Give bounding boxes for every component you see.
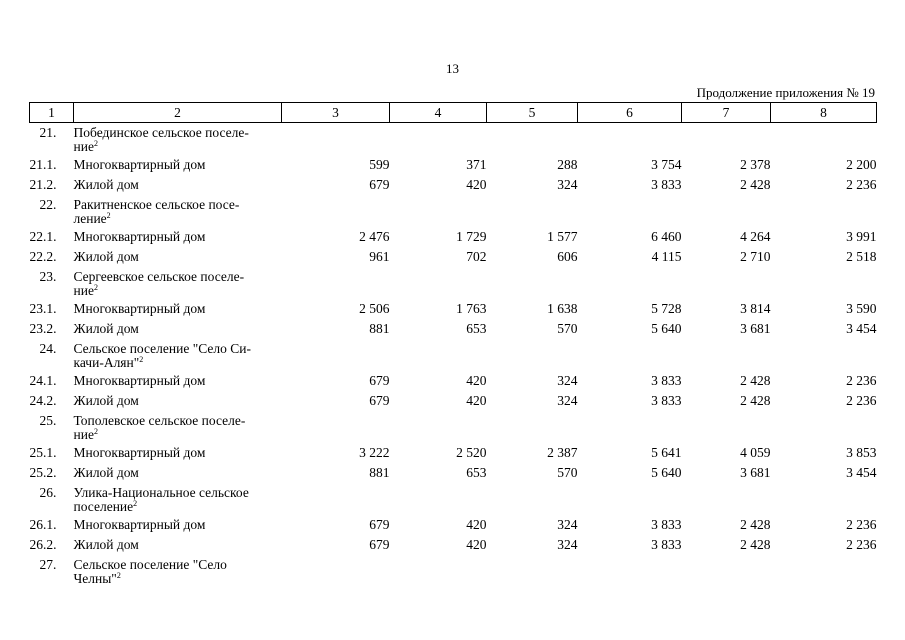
value-cell-col7: 2 710	[740, 249, 771, 264]
row-number: 22.1.	[29, 229, 57, 244]
value-cell-col6: 3 754	[651, 157, 682, 172]
settlement-name-line2: качи-Алян"	[73, 355, 140, 370]
value-cell-col7: 4 264	[740, 229, 771, 244]
value-cell-col8: 3 590	[846, 301, 877, 316]
empty-cell	[487, 123, 578, 156]
footnote-marker: 2	[106, 211, 111, 220]
value-cell-col5: 324	[557, 393, 578, 408]
value-cell-col6: 3 833	[651, 393, 682, 408]
empty-cell	[682, 411, 771, 443]
value-cell-col5: 324	[557, 537, 578, 552]
empty-cell	[682, 267, 771, 299]
empty-cell	[390, 411, 487, 443]
value-cell-col4: 420	[466, 177, 487, 192]
housing-type: Жилой дом	[73, 393, 139, 408]
value-cell-col5: 570	[557, 321, 578, 336]
value-cell-col3: 679	[369, 517, 390, 532]
empty-cell	[390, 267, 487, 299]
value-cell-col4: 653	[466, 465, 487, 480]
row-number: 24.1.	[29, 373, 57, 388]
empty-cell	[282, 339, 390, 371]
footnote-marker: 2	[93, 283, 98, 292]
table-row	[30, 319, 877, 339]
value-cell-col3: 679	[369, 177, 390, 192]
table-row	[30, 155, 877, 175]
value-cell-col5: 324	[557, 373, 578, 388]
value-cell-col8: 2 236	[846, 537, 877, 552]
settlement-name-line1: Сельское поселение "Село Си-	[73, 341, 251, 356]
value-cell-col4: 371	[466, 157, 487, 172]
value-cell-col4: 420	[466, 537, 487, 552]
empty-cell	[682, 339, 771, 371]
empty-cell	[390, 123, 487, 156]
settlement-name-line2: поселение	[73, 499, 134, 514]
table-row	[30, 391, 877, 411]
value-cell-col5: 288	[557, 157, 578, 172]
empty-cell	[390, 339, 487, 371]
empty-cell	[390, 555, 487, 587]
value-cell-col4: 653	[466, 321, 487, 336]
row-number: 22.2.	[29, 249, 57, 264]
settlement-name-line2: ление	[73, 211, 107, 226]
row-number: 21.2.	[29, 177, 57, 192]
value-cell-col6: 5 640	[651, 321, 682, 336]
value-cell-col8: 3 853	[846, 445, 877, 460]
table-row	[30, 299, 877, 319]
housing-type: Многоквартирный дом	[73, 373, 206, 388]
row-number: 25.2.	[29, 465, 57, 480]
value-cell-col7: 2 428	[740, 517, 771, 532]
column-header: 8	[771, 103, 877, 123]
settlement-name	[74, 483, 282, 515]
settlement-name	[74, 411, 282, 443]
column-header: 4	[390, 103, 487, 123]
value-cell-col7: 3 681	[740, 321, 771, 336]
value-cell-col8: 2 236	[846, 393, 877, 408]
value-cell-col6: 5 640	[651, 465, 682, 480]
value-cell-col5: 324	[557, 177, 578, 192]
row-number: 24.2.	[29, 393, 57, 408]
row-number: 21.1.	[29, 157, 57, 172]
page-number: 13	[446, 61, 459, 76]
value-cell-col8: 2 236	[846, 517, 877, 532]
value-cell-col4: 1 763	[456, 301, 487, 316]
empty-cell	[487, 555, 578, 587]
settlement-row	[30, 195, 877, 227]
table-row	[30, 535, 877, 555]
table-row	[30, 463, 877, 483]
empty-cell	[487, 267, 578, 299]
value-cell-col3: 3 222	[359, 445, 390, 460]
value-cell-col5: 606	[557, 249, 578, 264]
empty-cell	[578, 483, 682, 515]
value-cell-col3: 679	[369, 393, 390, 408]
row-number: 21.	[39, 125, 57, 140]
table-row	[30, 443, 877, 463]
column-header: 6	[578, 103, 682, 123]
housing-type: Многоквартирный дом	[73, 301, 206, 316]
value-cell-col3: 961	[369, 249, 390, 264]
table-row	[30, 371, 877, 391]
settlement-name	[74, 339, 282, 371]
value-cell-col4: 1 729	[456, 229, 487, 244]
settlement-name-line1: Улика-Национальное сельское	[73, 485, 249, 500]
value-cell-col6: 3 833	[651, 517, 682, 532]
row-number: 23.2.	[29, 321, 57, 336]
value-cell-col4: 702	[466, 249, 487, 264]
value-cell-col8: 2 236	[846, 373, 877, 388]
settlement-name	[74, 195, 282, 227]
value-cell-col3: 679	[369, 537, 390, 552]
row-number: 26.2.	[29, 537, 57, 552]
value-cell-col3: 881	[369, 321, 390, 336]
empty-cell	[282, 483, 390, 515]
settlement-row	[30, 411, 877, 443]
settlement-row	[30, 555, 877, 587]
value-cell-col8: 3 454	[846, 465, 877, 480]
settlement-name-line1: Побединское сельское поселе-	[73, 125, 249, 140]
column-header: 7	[682, 103, 771, 123]
value-cell-col7: 3 814	[740, 301, 771, 316]
empty-cell	[578, 195, 682, 227]
row-number: 24.	[39, 341, 57, 356]
empty-cell	[771, 123, 877, 156]
footnote-marker: 2	[139, 355, 144, 364]
empty-cell	[282, 267, 390, 299]
settlement-name	[74, 123, 282, 156]
value-cell-col4: 420	[466, 393, 487, 408]
empty-cell	[578, 123, 682, 156]
value-cell-col8: 3 454	[846, 321, 877, 336]
value-cell-col5: 1 638	[547, 301, 578, 316]
empty-cell	[282, 555, 390, 587]
value-cell-col8: 2 236	[846, 177, 877, 192]
empty-cell	[487, 339, 578, 371]
housing-type: Жилой дом	[73, 537, 139, 552]
footnote-marker: 2	[116, 571, 121, 580]
settlement-row	[30, 123, 877, 156]
value-cell-col3: 679	[369, 373, 390, 388]
column-header: 1	[30, 103, 74, 123]
empty-cell	[487, 195, 578, 227]
settlement-row	[30, 339, 877, 371]
empty-cell	[682, 195, 771, 227]
housing-type: Жилой дом	[73, 321, 139, 336]
empty-cell	[771, 555, 877, 587]
empty-cell	[682, 483, 771, 515]
column-header: 5	[487, 103, 578, 123]
value-cell-col5: 324	[557, 517, 578, 532]
row-number: 26.1.	[29, 517, 57, 532]
row-number: 25.1.	[29, 445, 57, 460]
settlement-name-line2: Челны"	[73, 571, 117, 586]
empty-cell	[282, 411, 390, 443]
value-cell-col8: 2 518	[846, 249, 877, 264]
tariff-table	[29, 102, 877, 587]
value-cell-col6: 3 833	[651, 373, 682, 388]
value-cell-col3: 2 476	[359, 229, 390, 244]
column-header: 2	[74, 103, 282, 123]
value-cell-col7: 2 428	[740, 373, 771, 388]
settlement-name-line2: ние	[73, 427, 94, 442]
settlement-name-line2: ние	[73, 139, 94, 154]
value-cell-col4: 420	[466, 373, 487, 388]
table-header-row	[30, 103, 877, 123]
value-cell-col3: 2 506	[359, 301, 390, 316]
value-cell-col6: 3 833	[651, 537, 682, 552]
settlement-name-line1: Сергеевское сельское поселе-	[73, 269, 245, 284]
empty-cell	[282, 195, 390, 227]
empty-cell	[771, 339, 877, 371]
value-cell-col4: 2 520	[456, 445, 487, 460]
row-number: 26.	[39, 485, 57, 500]
column-header: 3	[282, 103, 390, 123]
value-cell-col5: 1 577	[547, 229, 578, 244]
housing-type: Жилой дом	[73, 177, 139, 192]
settlement-name-line1: Сельское поселение "Село	[73, 557, 227, 572]
row-number: 22.	[39, 197, 57, 212]
value-cell-col8: 3 991	[846, 229, 877, 244]
value-cell-col4: 420	[466, 517, 487, 532]
empty-cell	[282, 123, 390, 156]
settlement-row	[30, 267, 877, 299]
empty-cell	[771, 195, 877, 227]
value-cell-col6: 5 641	[651, 445, 682, 460]
empty-cell	[578, 267, 682, 299]
empty-cell	[578, 411, 682, 443]
value-cell-col3: 881	[369, 465, 390, 480]
value-cell-col6: 4 115	[651, 249, 682, 264]
housing-type: Многоквартирный дом	[73, 157, 206, 172]
footnote-marker: 2	[93, 139, 98, 148]
value-cell-col7: 4 059	[740, 445, 771, 460]
value-cell-col6: 3 833	[651, 177, 682, 192]
empty-cell	[771, 267, 877, 299]
settlement-name-line1: Ракитненское сельское посе-	[73, 197, 240, 212]
empty-cell	[390, 483, 487, 515]
row-number: 23.	[39, 269, 57, 284]
value-cell-col7: 2 428	[740, 537, 771, 552]
value-cell-col8: 2 200	[846, 157, 877, 172]
empty-cell	[682, 123, 771, 156]
empty-cell	[487, 411, 578, 443]
value-cell-col5: 2 387	[547, 445, 578, 460]
housing-type: Жилой дом	[73, 465, 139, 480]
empty-cell	[390, 195, 487, 227]
empty-cell	[487, 483, 578, 515]
continuation-label: Продолжение приложения № 19	[696, 85, 875, 100]
value-cell-col7: 3 681	[740, 465, 771, 480]
empty-cell	[578, 555, 682, 587]
value-cell-col3: 599	[369, 157, 390, 172]
empty-cell	[578, 339, 682, 371]
housing-type: Многоквартирный дом	[73, 445, 206, 460]
housing-type: Многоквартирный дом	[73, 517, 206, 532]
row-number: 27.	[39, 557, 57, 572]
settlement-name	[74, 555, 282, 587]
table-row	[30, 227, 877, 247]
empty-cell	[682, 555, 771, 587]
value-cell-col6: 6 460	[651, 229, 682, 244]
table-row	[30, 247, 877, 267]
housing-type: Жилой дом	[73, 249, 139, 264]
housing-type: Многоквартирный дом	[73, 229, 206, 244]
row-number: 23.1.	[29, 301, 57, 316]
table-row	[30, 175, 877, 195]
table-row	[30, 515, 877, 535]
value-cell-col5: 570	[557, 465, 578, 480]
value-cell-col7: 2 428	[740, 393, 771, 408]
table-body	[30, 123, 877, 588]
value-cell-col7: 2 428	[740, 177, 771, 192]
footnote-marker: 2	[133, 499, 138, 508]
settlement-row	[30, 483, 877, 515]
empty-cell	[771, 483, 877, 515]
empty-cell	[771, 411, 877, 443]
settlement-name-line2: ние	[73, 283, 94, 298]
settlement-name	[74, 267, 282, 299]
value-cell-col7: 2 378	[740, 157, 771, 172]
value-cell-col6: 5 728	[651, 301, 682, 316]
settlement-name-line1: Тополевское сельское поселе-	[73, 413, 246, 428]
row-number: 25.	[39, 413, 57, 428]
footnote-marker: 2	[93, 427, 98, 436]
